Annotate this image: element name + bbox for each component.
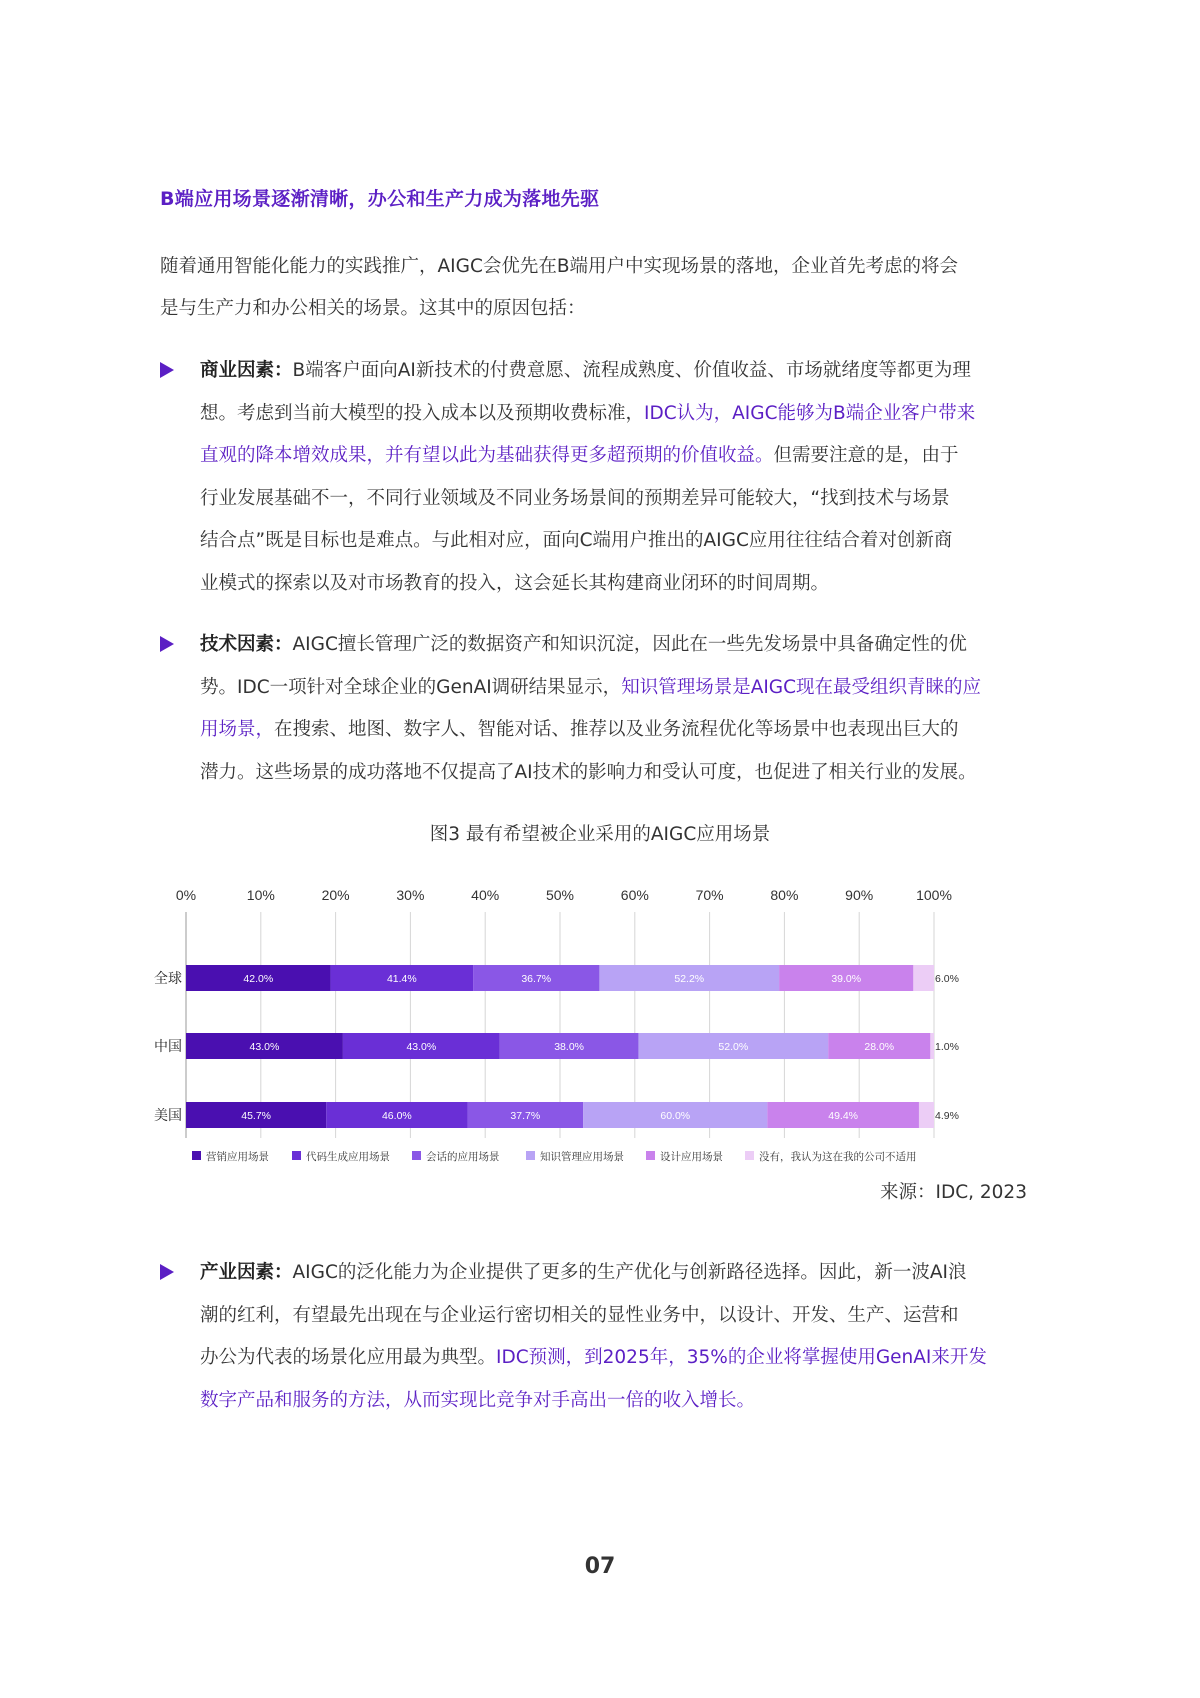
legend-label: 设计应用场景	[660, 1151, 723, 1163]
bullet-line	[200, 1252, 1048, 1295]
body-text: 势。IDC一项针对全球企业的GenAI调研结果显示，	[200, 676, 622, 698]
data-label: 6.0%	[935, 973, 959, 985]
bar-segment	[930, 1033, 934, 1059]
data-label: 4.9%	[935, 1110, 959, 1122]
bullet-label: 商业因素：	[200, 360, 293, 381]
bullet-line	[200, 624, 1048, 667]
chart-svg	[150, 880, 1050, 1170]
highlighted-text: IDC预测，到2025年，35%的企业将掌握使用GenAI来开发	[496, 1347, 987, 1368]
body-text: AIGC擅长管理广泛的数据资产和知识沉淀，因此在一些先发场景中具备确定性的优	[292, 634, 967, 655]
intro-line: 随着通用智能化能力的实践推广，AIGC会优先在B端用户中实现场景的落地，企业首先考虑的将会	[160, 256, 959, 277]
legend-swatch	[745, 1151, 754, 1160]
legend-swatch	[192, 1151, 201, 1160]
bullet-line	[200, 350, 1048, 393]
data-label: 49.4%	[828, 1110, 859, 1122]
intro-line: 是与生产力和办公相关的场景。这其中的原因包括：	[160, 298, 586, 319]
legend-label: 营销应用场景	[206, 1151, 269, 1163]
data-label: 52.0%	[718, 1041, 749, 1053]
legend-label: 会话的应用场景	[426, 1151, 500, 1163]
bullet-industry-factor	[160, 1252, 1048, 1422]
data-label: 37.7%	[510, 1110, 541, 1122]
legend-swatch	[292, 1151, 301, 1160]
body-text: 业模式的探索以及对市场教育的投入，这会延长其构建商业闭环的时间周期。	[200, 572, 830, 594]
bullet-line	[200, 752, 1048, 795]
body-text: 想。考虑到当前大模型的投入成本以及预期收费标准，	[200, 402, 645, 424]
bullet-line	[200, 1295, 1048, 1338]
x-tick-label: 30%	[396, 887, 425, 903]
legend-swatch	[526, 1151, 535, 1160]
x-tick-label: 80%	[770, 887, 799, 903]
legend-label: 知识管理应用场景	[540, 1151, 624, 1163]
x-tick-label: 60%	[620, 887, 649, 903]
legend-swatch	[412, 1151, 421, 1160]
bullet-text	[200, 350, 1048, 605]
category-label: 全球	[154, 971, 182, 987]
bullet-line	[200, 478, 1048, 521]
x-tick-label: 10%	[246, 887, 275, 903]
bar-segment	[919, 1102, 934, 1128]
bullet-text	[200, 624, 1048, 794]
body-text: 但需要注意的是，由于	[773, 445, 959, 466]
bullet-line	[200, 435, 1048, 478]
highlighted-text: 知识管理场景是AIGC现在最受组织青睐的应	[621, 676, 982, 698]
data-label: 1.0%	[935, 1041, 959, 1053]
bullet-label: 产业因素：	[200, 1262, 293, 1283]
bullet-line	[200, 563, 1048, 606]
x-tick-label: 20%	[321, 887, 350, 903]
bullet-line	[200, 1380, 1048, 1423]
data-label: 45.7%	[241, 1110, 272, 1122]
data-label: 41.4%	[386, 973, 417, 985]
data-label: 43.0%	[249, 1041, 280, 1053]
bullet-line	[200, 520, 1048, 563]
category-label: 中国	[154, 1039, 182, 1055]
x-tick-label: 0%	[175, 887, 197, 903]
x-tick-label: 100%	[916, 887, 952, 903]
body-text: 行业发展基础不一，不同行业领域及不同业务场景间的预期差异可能较大，“找到技术与场景	[200, 487, 950, 509]
bar-segment	[913, 965, 934, 991]
highlighted-text: 直观的降本增效成果，并有望以此为基础获得更多超预期的价值收益。	[200, 445, 774, 466]
data-label: 28.0%	[864, 1041, 895, 1053]
legend-swatch	[646, 1151, 655, 1160]
figure-title: 图3 最有希望被企业采用的AIGC应用场景	[429, 824, 771, 845]
figure-source: 来源：IDC, 2023	[880, 1182, 1027, 1203]
data-label: 52.2%	[674, 973, 705, 985]
data-label: 42.0%	[243, 973, 274, 985]
bullet-business-factor	[160, 350, 1048, 605]
bullet-line	[200, 709, 1048, 752]
bullet-label: 技术因素：	[200, 634, 293, 655]
body-text: 办公为代表的场景化应用最为典型。	[200, 1347, 497, 1368]
bullet-line	[200, 1337, 1048, 1380]
body-text: 在搜索、地图、数字人、智能对话、推荐以及业务流程优化等场景中也表现出巨大的	[274, 719, 959, 740]
data-label: 60.0%	[660, 1110, 691, 1122]
stacked-bar-chart	[150, 880, 1050, 1170]
body-text: AIGC的泛化能力为企业提供了更多的生产优化与创新路径选择。因此，新一波AI浪	[292, 1262, 967, 1283]
data-label: 43.0%	[406, 1041, 437, 1053]
x-tick-label: 40%	[471, 887, 500, 903]
legend-label: 没有，我认为这在我的公司不适用	[759, 1151, 917, 1163]
legend-label: 代码生成应用场景	[306, 1151, 390, 1163]
data-label: 38.0%	[554, 1041, 585, 1053]
intro-paragraph	[160, 246, 1048, 330]
section-heading: B端应用场景逐渐清晰，办公和生产力成为落地先驱	[160, 188, 600, 210]
category-label: 美国	[154, 1108, 182, 1124]
body-text: 结合点”既是目标也是难点。与此相对应，面向C端用户推出的AIGC应用往往结合着对创新商	[200, 530, 953, 551]
data-label: 36.7%	[521, 973, 552, 985]
bullet-line	[200, 393, 1048, 436]
body-text: 潮的红利，有望最先出现在与企业运行密切相关的显性业务中，以设计、开发、生产、运营和	[200, 1304, 959, 1326]
body-text: 潜力。这些场景的成功落地不仅提高了AI技术的影响力和受认可度，也促进了相关行业的发展。	[200, 761, 977, 783]
x-tick-label: 50%	[545, 887, 575, 903]
data-label: 39.0%	[831, 973, 862, 985]
body-text: B端客户面向AI新技术的付费意愿、流程成熟度、价值收益、市场就绪度等都更为理	[292, 360, 971, 381]
x-tick-label: 70%	[695, 887, 724, 903]
highlighted-text: 数字产品和服务的方法，从而实现比竞争对手高出一倍的收入增长。	[200, 1389, 756, 1411]
bullet-text	[200, 1252, 1048, 1422]
triangle-bullet-icon	[160, 636, 174, 652]
data-label: 46.0%	[381, 1110, 412, 1122]
triangle-bullet-icon	[160, 1264, 174, 1280]
highlighted-text: 用场景，	[200, 719, 275, 740]
triangle-bullet-icon	[160, 362, 174, 378]
bullet-technology-factor	[160, 624, 1048, 794]
bullet-line	[200, 667, 1048, 710]
highlighted-text: IDC认为，AIGC能够为B端企业客户带来	[644, 402, 976, 424]
page-number: 07	[584, 1554, 616, 1579]
x-tick-label: 90%	[845, 887, 874, 903]
